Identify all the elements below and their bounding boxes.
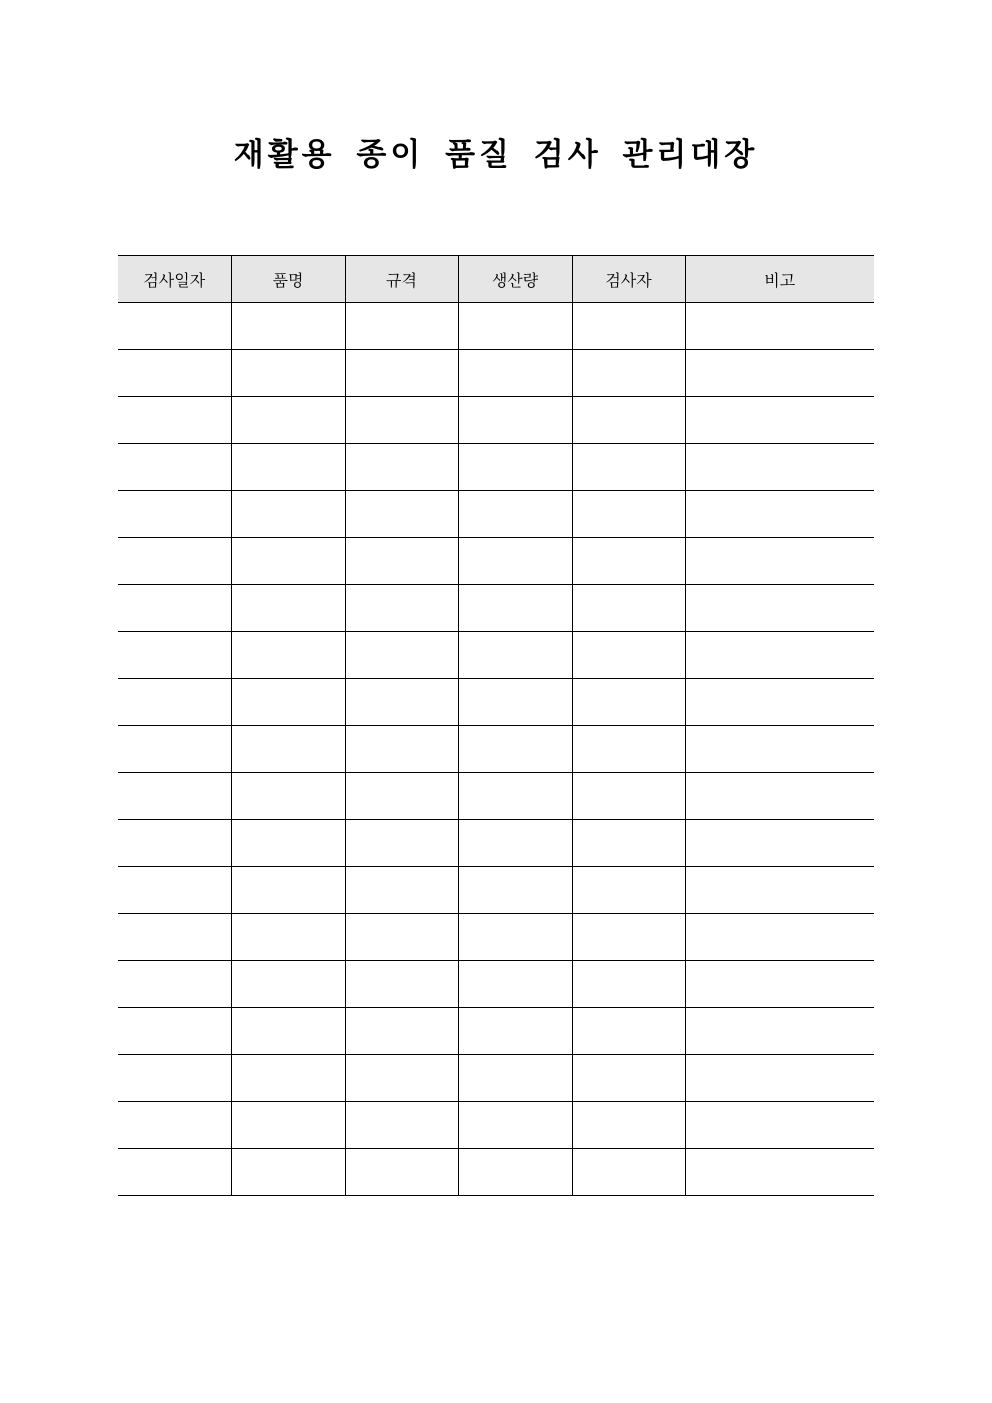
cell-inspector[interactable] xyxy=(572,1008,685,1055)
cell-inspection-date[interactable] xyxy=(118,867,231,914)
cell-remarks[interactable] xyxy=(685,1008,874,1055)
cell-inspection-date[interactable] xyxy=(118,632,231,679)
document-title: 재활용 종이 품질 검사 관리대장 xyxy=(233,137,759,173)
cell-product-name[interactable] xyxy=(231,444,345,491)
cell-inspector[interactable] xyxy=(572,632,685,679)
cell-production-volume[interactable] xyxy=(458,679,572,726)
cell-inspector[interactable] xyxy=(572,961,685,1008)
cell-specification[interactable] xyxy=(345,1008,458,1055)
cell-inspector[interactable] xyxy=(572,1102,685,1149)
cell-product-name[interactable] xyxy=(231,1055,345,1102)
cell-specification[interactable] xyxy=(345,773,458,820)
cell-remarks[interactable] xyxy=(685,867,874,914)
cell-specification[interactable] xyxy=(345,538,458,585)
table-row xyxy=(118,632,874,679)
table-row xyxy=(118,397,874,444)
cell-product-name[interactable] xyxy=(231,538,345,585)
cell-inspection-date[interactable] xyxy=(118,820,231,867)
table-row xyxy=(118,1008,874,1055)
header-row xyxy=(118,256,874,303)
inspection-ledger-table xyxy=(118,255,874,1196)
column-header-remarks: 비고 xyxy=(685,256,874,303)
cell-product-name[interactable] xyxy=(231,1149,345,1196)
column-header-production-volume: 생산량 xyxy=(458,256,572,303)
cell-inspection-date[interactable] xyxy=(118,585,231,632)
cell-specification[interactable] xyxy=(345,585,458,632)
cell-inspection-date[interactable] xyxy=(118,1102,231,1149)
cell-production-volume[interactable] xyxy=(458,491,572,538)
cell-remarks[interactable] xyxy=(685,350,874,397)
cell-inspector[interactable] xyxy=(572,1149,685,1196)
cell-product-name[interactable] xyxy=(231,397,345,444)
cell-production-volume[interactable] xyxy=(458,961,572,1008)
cell-remarks[interactable] xyxy=(685,914,874,961)
cell-production-volume[interactable] xyxy=(458,350,572,397)
table-header xyxy=(118,256,874,303)
cell-inspector[interactable] xyxy=(572,726,685,773)
cell-product-name[interactable] xyxy=(231,303,345,350)
cell-product-name[interactable] xyxy=(231,1102,345,1149)
table-row xyxy=(118,914,874,961)
cell-production-volume[interactable] xyxy=(458,444,572,491)
cell-production-volume[interactable] xyxy=(458,1102,572,1149)
cell-product-name[interactable] xyxy=(231,773,345,820)
cell-remarks[interactable] xyxy=(685,961,874,1008)
cell-inspector[interactable] xyxy=(572,538,685,585)
cell-production-volume[interactable] xyxy=(458,1008,572,1055)
table-row xyxy=(118,867,874,914)
table-row xyxy=(118,538,874,585)
cell-production-volume[interactable] xyxy=(458,1055,572,1102)
cell-inspection-date[interactable] xyxy=(118,914,231,961)
cell-remarks[interactable] xyxy=(685,632,874,679)
table-row xyxy=(118,444,874,491)
cell-production-volume[interactable] xyxy=(458,773,572,820)
cell-inspection-date[interactable] xyxy=(118,538,231,585)
cell-specification[interactable] xyxy=(345,632,458,679)
cell-inspector[interactable] xyxy=(572,914,685,961)
column-header-product-name: 품명 xyxy=(231,256,345,303)
column-header-inspector: 검사자 xyxy=(572,256,685,303)
cell-production-volume[interactable] xyxy=(458,397,572,444)
cell-inspector[interactable] xyxy=(572,303,685,350)
cell-product-name[interactable] xyxy=(231,632,345,679)
cell-product-name[interactable] xyxy=(231,491,345,538)
cell-product-name[interactable] xyxy=(231,914,345,961)
cell-remarks[interactable] xyxy=(685,303,874,350)
column-header-specification: 규격 xyxy=(345,256,458,303)
cell-inspection-date[interactable] xyxy=(118,491,231,538)
cell-production-volume[interactable] xyxy=(458,303,572,350)
cell-inspector[interactable] xyxy=(572,491,685,538)
cell-specification[interactable] xyxy=(345,491,458,538)
cell-inspector[interactable] xyxy=(572,773,685,820)
cell-product-name[interactable] xyxy=(231,820,345,867)
cell-inspector[interactable] xyxy=(572,397,685,444)
cell-inspector[interactable] xyxy=(572,867,685,914)
cell-product-name[interactable] xyxy=(231,350,345,397)
cell-inspection-date[interactable] xyxy=(118,1055,231,1102)
cell-specification[interactable] xyxy=(345,1102,458,1149)
cell-specification[interactable] xyxy=(345,1055,458,1102)
cell-product-name[interactable] xyxy=(231,867,345,914)
table-row xyxy=(118,820,874,867)
table-row xyxy=(118,773,874,820)
cell-inspector[interactable] xyxy=(572,444,685,491)
table-row xyxy=(118,1149,874,1196)
cell-remarks[interactable] xyxy=(685,773,874,820)
cell-product-name[interactable] xyxy=(231,679,345,726)
table-row xyxy=(118,726,874,773)
cell-inspector[interactable] xyxy=(572,820,685,867)
cell-specification[interactable] xyxy=(345,679,458,726)
table-row xyxy=(118,679,874,726)
cell-inspection-date[interactable] xyxy=(118,1149,231,1196)
cell-inspection-date[interactable] xyxy=(118,773,231,820)
column-header-inspection-date: 검사일자 xyxy=(118,256,231,303)
cell-remarks[interactable] xyxy=(685,1102,874,1149)
cell-inspector[interactable] xyxy=(572,350,685,397)
cell-remarks[interactable] xyxy=(685,397,874,444)
cell-specification[interactable] xyxy=(345,726,458,773)
cell-remarks[interactable] xyxy=(685,726,874,773)
table-body xyxy=(118,303,874,1196)
cell-specification[interactable] xyxy=(345,303,458,350)
cell-inspector[interactable] xyxy=(572,585,685,632)
cell-product-name[interactable] xyxy=(231,585,345,632)
cell-inspection-date[interactable] xyxy=(118,679,231,726)
cell-inspection-date[interactable] xyxy=(118,726,231,773)
cell-specification[interactable] xyxy=(345,820,458,867)
cell-remarks[interactable] xyxy=(685,585,874,632)
cell-production-volume[interactable] xyxy=(458,726,572,773)
cell-remarks[interactable] xyxy=(685,1055,874,1102)
cell-specification[interactable] xyxy=(345,961,458,1008)
cell-inspection-date[interactable] xyxy=(118,350,231,397)
cell-specification[interactable] xyxy=(345,867,458,914)
cell-inspection-date[interactable] xyxy=(118,961,231,1008)
cell-inspection-date[interactable] xyxy=(118,303,231,350)
table-row xyxy=(118,1055,874,1102)
cell-production-volume[interactable] xyxy=(458,585,572,632)
cell-product-name[interactable] xyxy=(231,1008,345,1055)
cell-remarks[interactable] xyxy=(685,820,874,867)
cell-production-volume[interactable] xyxy=(458,1149,572,1196)
table-row xyxy=(118,585,874,632)
cell-inspection-date[interactable] xyxy=(118,1008,231,1055)
cell-remarks[interactable] xyxy=(685,679,874,726)
cell-specification[interactable] xyxy=(345,397,458,444)
cell-production-volume[interactable] xyxy=(458,632,572,679)
cell-production-volume[interactable] xyxy=(458,914,572,961)
cell-production-volume[interactable] xyxy=(458,867,572,914)
table-row xyxy=(118,961,874,1008)
cell-remarks[interactable] xyxy=(685,1149,874,1196)
cell-inspection-date[interactable] xyxy=(118,444,231,491)
cell-product-name[interactable] xyxy=(231,961,345,1008)
cell-remarks[interactable] xyxy=(685,444,874,491)
cell-remarks[interactable] xyxy=(685,491,874,538)
cell-inspector[interactable] xyxy=(572,1055,685,1102)
cell-remarks[interactable] xyxy=(685,538,874,585)
cell-inspection-date[interactable] xyxy=(118,397,231,444)
cell-specification[interactable] xyxy=(345,350,458,397)
cell-specification[interactable] xyxy=(345,444,458,491)
table-row xyxy=(118,350,874,397)
cell-specification[interactable] xyxy=(345,914,458,961)
table-row xyxy=(118,491,874,538)
cell-product-name[interactable] xyxy=(231,726,345,773)
table-row xyxy=(118,303,874,350)
cell-production-volume[interactable] xyxy=(458,538,572,585)
cell-inspector[interactable] xyxy=(572,679,685,726)
cell-production-volume[interactable] xyxy=(458,820,572,867)
table-row xyxy=(118,1102,874,1149)
cell-specification[interactable] xyxy=(345,1149,458,1196)
